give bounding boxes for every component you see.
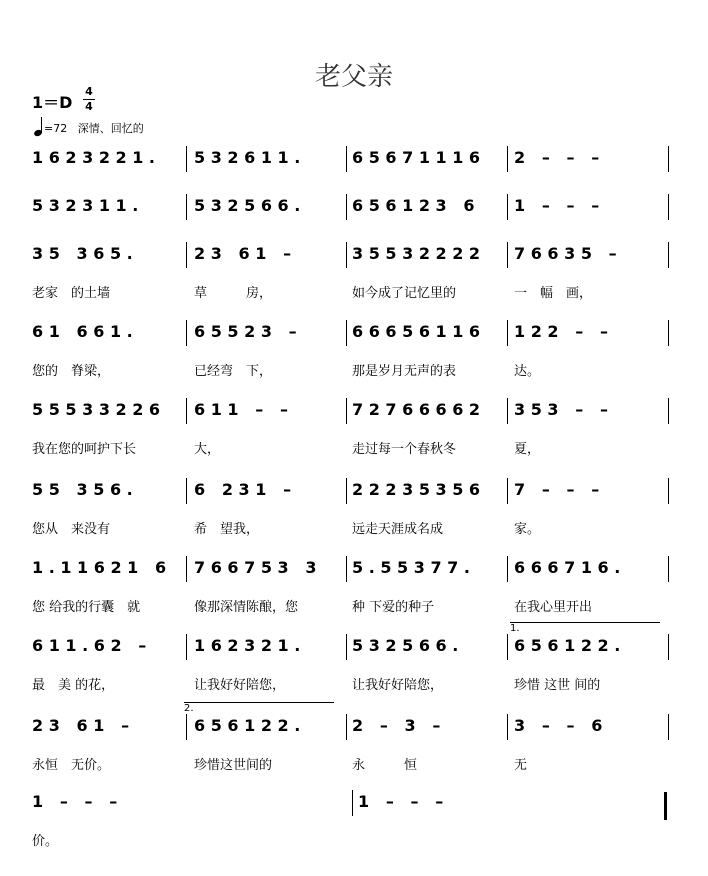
measure-notes: 1 – – – [358, 792, 444, 811]
time-signature-top: 4 [85, 85, 93, 98]
lyric-line: 已经弯 下， [194, 364, 273, 379]
tempo-value: =72 [44, 122, 68, 135]
quarter-note-icon [34, 116, 44, 136]
measure-notes: 1 . 1 1 6 2 1 6 [32, 558, 167, 577]
measure-notes: 6 5 6 1 2 2 . [514, 636, 621, 655]
barline [507, 194, 508, 220]
barline [186, 714, 187, 740]
barline [346, 398, 347, 424]
lyric-line: 夏， [514, 442, 541, 457]
tempo-marking [34, 116, 144, 136]
tempo-expression: 深情、回忆的 [77, 122, 144, 135]
lyric-line: 永 恒 [352, 758, 418, 773]
barline [668, 320, 669, 346]
final-barline [664, 792, 667, 820]
measure-notes: 2 – – – [514, 148, 600, 167]
barline [507, 478, 508, 504]
measure-notes: 1 – – – [514, 196, 600, 215]
barline [507, 714, 508, 740]
measure-notes: 3 5 3 6 5 . [32, 244, 133, 263]
lyric-line: 一 幅 画， [514, 286, 593, 301]
lyric-line: 如今成了记忆里的 [352, 286, 457, 301]
measure-notes: 7 6 6 7 5 3 3 [194, 558, 317, 577]
lyric-line: 达。 [514, 364, 541, 379]
measure-notes: 5 3 2 3 1 1 . [32, 196, 139, 215]
barline [668, 398, 669, 424]
measure-notes: 6 1 6 6 1 . [32, 322, 133, 341]
barline [186, 146, 187, 172]
barline [668, 714, 669, 740]
measure-notes: 1 6 2 3 2 1 . [194, 636, 301, 655]
barline [507, 146, 508, 172]
measure-notes: 6 5 5 2 3 – [194, 322, 297, 341]
measure-notes: 6 5 6 1 2 3 6 [352, 196, 475, 215]
barline [507, 242, 508, 268]
measure-notes: 5 3 2 5 6 6 . [194, 196, 301, 215]
lyric-line: 珍惜 这世 间的 [514, 678, 601, 693]
lyric-line: 老家 的土墙 [32, 286, 111, 301]
measure-notes: 5 3 2 6 1 1 . [194, 148, 301, 167]
key-signature: 1＝D [32, 93, 73, 112]
lyric-line: 让我好好陪您， [194, 678, 286, 693]
measure-notes: 2 – 3 – [352, 716, 441, 735]
lyric-line: 无 [514, 758, 528, 773]
barline [186, 194, 187, 220]
measure-notes: 6 2 3 1 – [194, 480, 292, 499]
measure-notes: 2 2 2 3 5 3 5 6 [352, 480, 481, 499]
measure-notes: 6 5 6 7 1 1 1 6 [352, 148, 481, 167]
lyric-line: 让我好好陪您， [352, 678, 444, 693]
measure-notes: 2 3 6 1 – [194, 244, 292, 263]
lyric-line: 您的 脊梁， [32, 364, 111, 379]
measure-notes: 6 5 6 1 2 2 . [194, 716, 301, 735]
barline [668, 478, 669, 504]
lyric-line: 您从 来没有 [32, 522, 111, 537]
lyric-line: 我在您的呵护下长 [32, 442, 137, 457]
measure-notes: 1 2 2 – – [514, 322, 608, 341]
lyric-line: 远走天涯成名成 [352, 522, 444, 537]
measure-notes: 7 6 6 3 5 – [514, 244, 617, 263]
barline [668, 634, 669, 660]
volta-label: 1. [510, 622, 660, 634]
lyric-line: 那是岁月无声的表 [352, 364, 457, 379]
barline [507, 556, 508, 582]
measure-notes: 5 . 5 5 3 7 7 . [352, 558, 470, 577]
measure-notes: 5 3 2 5 6 6 . [352, 636, 459, 655]
measure-notes: 3 – – 6 [514, 716, 603, 735]
barline [346, 478, 347, 504]
lyric-line: 最 美 的花， [32, 678, 115, 693]
barline [668, 242, 669, 268]
barline [346, 634, 347, 660]
barline [346, 556, 347, 582]
measure-notes: 5 5 3 5 6 . [32, 480, 133, 499]
lyric-line: 草 房， [194, 286, 273, 301]
measure-notes: 5 5 5 3 3 2 2 6 [32, 400, 161, 419]
lyric-line: 价。 [32, 834, 59, 849]
lyric-line: 在我心里开出 [514, 600, 593, 615]
lyric-line: 家。 [514, 522, 541, 537]
lyric-line: 珍惜这世间的 [194, 758, 273, 773]
barline [507, 320, 508, 346]
measure-notes: 6 1 1 . 6 2 – [32, 636, 147, 655]
barline [668, 556, 669, 582]
song-title: 老父亲 [314, 62, 393, 92]
barline [507, 398, 508, 424]
barline [346, 714, 347, 740]
volta-label: 2. [184, 702, 334, 714]
time-signature [83, 86, 95, 113]
measure-notes: 7 2 7 6 6 6 6 2 [352, 400, 481, 419]
barline [186, 398, 187, 424]
lyric-line: 大， [194, 442, 221, 457]
barline [186, 556, 187, 582]
lyric-line: 走过每一个春秋冬 [352, 442, 457, 457]
measure-notes: 7 – – – [514, 480, 600, 499]
lyric-line: 像那深情陈酿，您 [194, 600, 299, 615]
lyric-line: 种 下爱的种子 [352, 600, 435, 615]
barline [507, 634, 508, 660]
lyric-line: 永恒 无价。 [32, 758, 111, 773]
barline [186, 478, 187, 504]
measure-notes: 1 – – – [32, 792, 118, 811]
barline [346, 194, 347, 220]
barline [346, 320, 347, 346]
measure-notes: 3 5 5 3 2 2 2 2 [352, 244, 481, 263]
measure-notes: 6 6 6 7 1 6 . [514, 558, 621, 577]
measure-notes: 6 6 6 5 6 1 1 6 [352, 322, 481, 341]
barline [186, 242, 187, 268]
measure-notes: 6 1 1 – – [194, 400, 288, 419]
measure-notes: 2 3 6 1 – [32, 716, 130, 735]
barline [668, 194, 669, 220]
lyric-line: 希 望我， [194, 522, 260, 537]
barline [186, 320, 187, 346]
measure-notes: 3 5 3 – – [514, 400, 608, 419]
measure-notes: 1 6 2 3 2 2 1 . [32, 148, 155, 167]
barline [668, 146, 669, 172]
time-signature-bottom: 4 [85, 100, 93, 113]
lyric-line: 您 给我的行囊 就 [32, 600, 141, 615]
barline [346, 146, 347, 172]
barline [346, 242, 347, 268]
barline [186, 634, 187, 660]
barline [352, 790, 353, 816]
